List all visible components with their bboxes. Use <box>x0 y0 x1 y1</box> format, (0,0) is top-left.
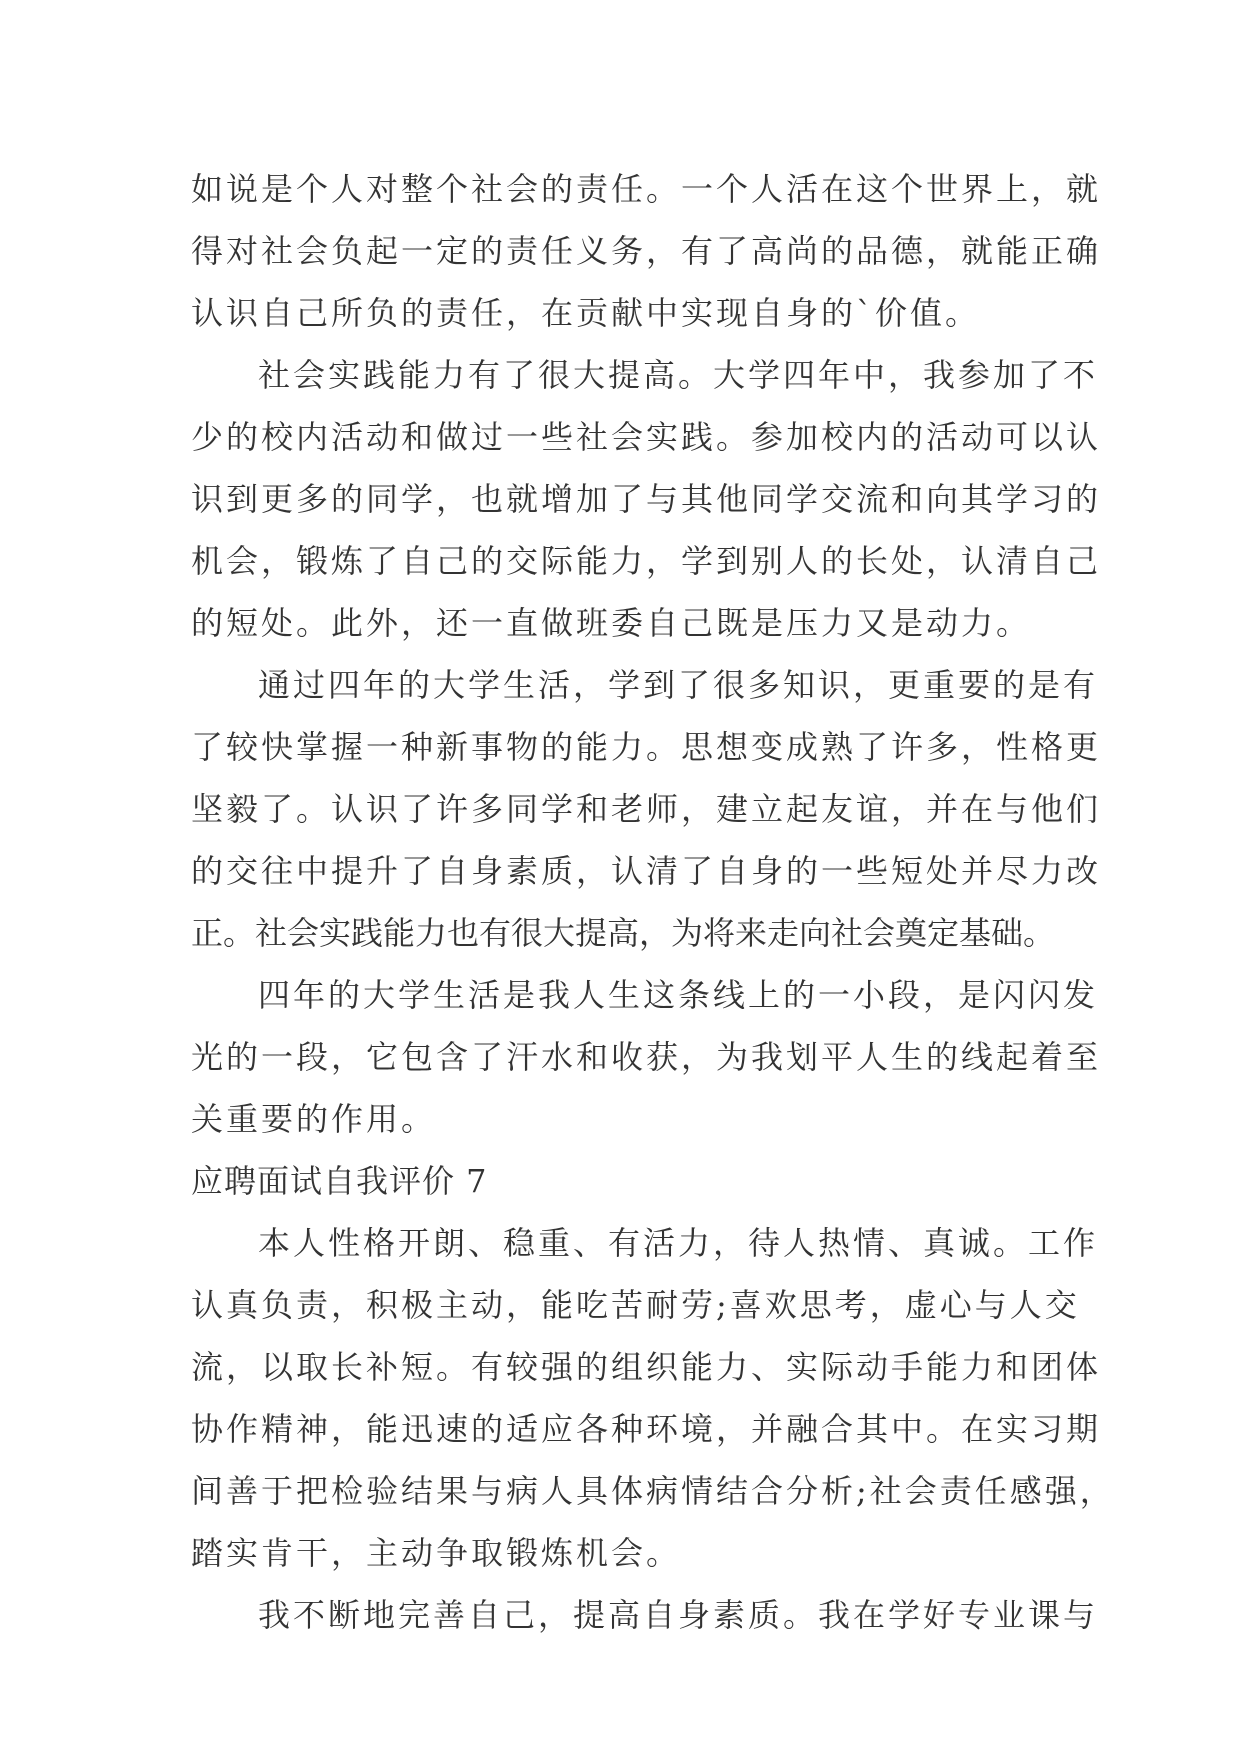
text-line: 坚毅了。认识了许多同学和老师，建立起友谊，并在与他们 <box>191 790 1102 828</box>
text-line: 识到更多的同学，也就增加了与其他同学交流和向其学习的 <box>191 480 1102 518</box>
text-line: 正。社会实践能力也有很大提高，为将来走向社会奠定基础。 <box>191 914 1056 952</box>
text-line: 的短处。此外，还一直做班委自己既是压力又是动力。 <box>191 604 1032 642</box>
text-line: 光的一段，它包含了汗水和收获，为我划平人生的线起着至 <box>191 1038 1102 1076</box>
text-line: 认识自己所负的责任，在贡献中实现自身的`价值。 <box>191 294 981 332</box>
paragraph-start-line: 通过四年的大学生活，学到了很多知识，更重要的是有 <box>258 666 1099 704</box>
text-line: 的交往中提升了自身素质，认清了自身的一些短处并尽力改 <box>191 852 1102 890</box>
text-line: 得对社会负起一定的责任义务，有了高尚的品德，就能正确 <box>191 232 1102 270</box>
text-line: 机会，锻炼了自己的交际能力，学到别人的长处，认清自己 <box>191 542 1102 580</box>
text-line: 少的校内活动和做过一些社会实践。参加校内的活动可以认 <box>191 418 1102 456</box>
document-body <box>191 158 1115 1646</box>
text-line: 认真负责，积极主动，能吃苦耐劳;喜欢思考，虚心与人交 <box>191 1286 1080 1324</box>
paragraph-start-line: 社会实践能力有了很大提高。大学四年中，我参加了不 <box>258 356 1099 394</box>
text-line: 了较快掌握一种新事物的能力。思想变成熟了许多，性格更 <box>191 728 1102 766</box>
text-line: 流，以取长补短。有较强的组织能力、实际动手能力和团体 <box>191 1348 1102 1386</box>
section-heading: 应聘面试自我评价 7 <box>191 1162 488 1200</box>
paragraph-start-line: 四年的大学生活是我人生这条线上的一小段，是闪闪发 <box>258 976 1099 1014</box>
text-line: 如说是个人对整个社会的责任。一个人活在这个世界上，就 <box>191 170 1102 208</box>
text-line: 协作精神，能迅速的适应各种环境，并融合其中。在实习期 <box>191 1410 1102 1448</box>
text-line: 关重要的作用。 <box>191 1100 437 1138</box>
text-line: 间善于把检验结果与病人具体病情结合分析;社会责任感强， <box>191 1472 1115 1510</box>
paragraph-start-line: 本人性格开朗、稳重、有活力，待人热情、真诚。工作 <box>258 1224 1099 1262</box>
text-line: 踏实肯干，主动争取锻炼机会。 <box>191 1534 682 1572</box>
paragraph-start-line: 我不断地完善自己，提高自身素质。我在学好专业课与 <box>258 1596 1099 1634</box>
